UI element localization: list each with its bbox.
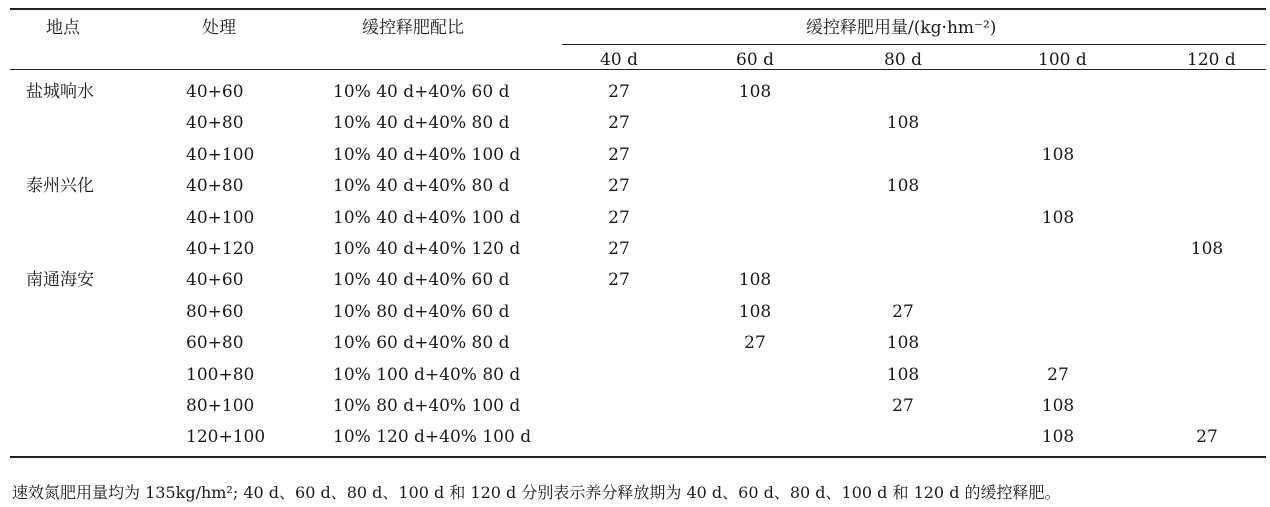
cell-treatment: 80+100 [186, 396, 255, 416]
cell-80d: 27 [892, 302, 914, 322]
cell-100d: 108 [1041, 427, 1075, 447]
header-dosage: 缓控释肥用量/(kg·hm⁻²) [806, 18, 997, 38]
cell-40d: 27 [608, 176, 630, 196]
cell-100d: 108 [1041, 145, 1075, 165]
cell-ratio: 10% 40 d+40% 80 d [333, 176, 510, 196]
cell-treatment: 100+80 [186, 365, 255, 385]
cell-40d: 27 [608, 145, 630, 165]
cell-site: 南通海安 [26, 270, 94, 290]
cell-ratio: 10% 40 d+40% 100 d [333, 208, 521, 228]
cell-40d: 27 [608, 82, 630, 102]
cell-treatment: 40+80 [186, 176, 244, 196]
cell-60d: 108 [738, 302, 772, 322]
cell-40d: 27 [608, 239, 630, 259]
dosage-header-rule [562, 44, 1266, 45]
cell-site: 泰州兴化 [26, 176, 94, 196]
header-ratio: 缓控释肥配比 [362, 18, 464, 38]
header-period-100: 100 d [1038, 50, 1087, 70]
cell-ratio: 10% 40 d+40% 60 d [333, 82, 510, 102]
header-period-80: 80 d [884, 50, 922, 70]
table-footnote: 速效氮肥用量均为 135kg/hm²; 40 d、60 d、80 d、100 d 和 120 d 分别表示养分释放期为 40 d、60 d、80 d、100 d 和 120 d 的缓控释肥。 [12, 483, 1061, 502]
cell-ratio: 10% 120 d+40% 100 d [333, 427, 532, 447]
cell-ratio: 10% 60 d+40% 80 d [333, 333, 510, 353]
cell-treatment: 40+80 [186, 113, 244, 133]
cell-80d: 108 [886, 365, 920, 385]
cell-120d: 108 [1190, 239, 1224, 259]
header-site: 地点 [46, 18, 80, 38]
cell-100d: 27 [1047, 365, 1069, 385]
header-treatment: 处理 [202, 18, 236, 38]
cell-ratio: 10% 80 d+40% 100 d [333, 396, 521, 416]
cell-80d: 108 [886, 333, 920, 353]
cell-ratio: 10% 40 d+40% 100 d [333, 145, 521, 165]
cell-treatment: 60+80 [186, 333, 244, 353]
cell-40d: 27 [608, 270, 630, 290]
cell-treatment: 40+100 [186, 208, 255, 228]
cell-site: 盐城响水 [26, 82, 94, 102]
cell-treatment: 40+60 [186, 270, 244, 290]
cell-80d: 108 [886, 113, 920, 133]
cell-80d: 27 [892, 396, 914, 416]
cell-ratio: 10% 80 d+40% 60 d [333, 302, 510, 322]
cell-ratio: 10% 100 d+40% 80 d [333, 365, 521, 385]
cell-60d: 108 [738, 270, 772, 290]
cell-100d: 108 [1041, 396, 1075, 416]
cell-60d: 27 [744, 333, 766, 353]
table-top-rule [10, 8, 1266, 10]
cell-treatment: 40+100 [186, 145, 255, 165]
cell-60d: 108 [738, 82, 772, 102]
cell-40d: 27 [608, 113, 630, 133]
cell-40d: 27 [608, 208, 630, 228]
cell-ratio: 10% 40 d+40% 80 d [333, 113, 510, 133]
cell-ratio: 10% 40 d+40% 60 d [333, 270, 510, 290]
table-bottom-rule [10, 456, 1266, 458]
header-period-120: 120 d [1187, 50, 1236, 70]
header-period-60: 60 d [736, 50, 774, 70]
header-period-40: 40 d [600, 50, 638, 70]
cell-treatment: 120+100 [186, 427, 266, 447]
cell-treatment: 80+60 [186, 302, 244, 322]
cell-120d: 27 [1196, 427, 1218, 447]
cell-ratio: 10% 40 d+40% 120 d [333, 239, 521, 259]
cell-100d: 108 [1041, 208, 1075, 228]
cell-treatment: 40+60 [186, 82, 244, 102]
cell-80d: 108 [886, 176, 920, 196]
cell-treatment: 40+120 [186, 239, 255, 259]
